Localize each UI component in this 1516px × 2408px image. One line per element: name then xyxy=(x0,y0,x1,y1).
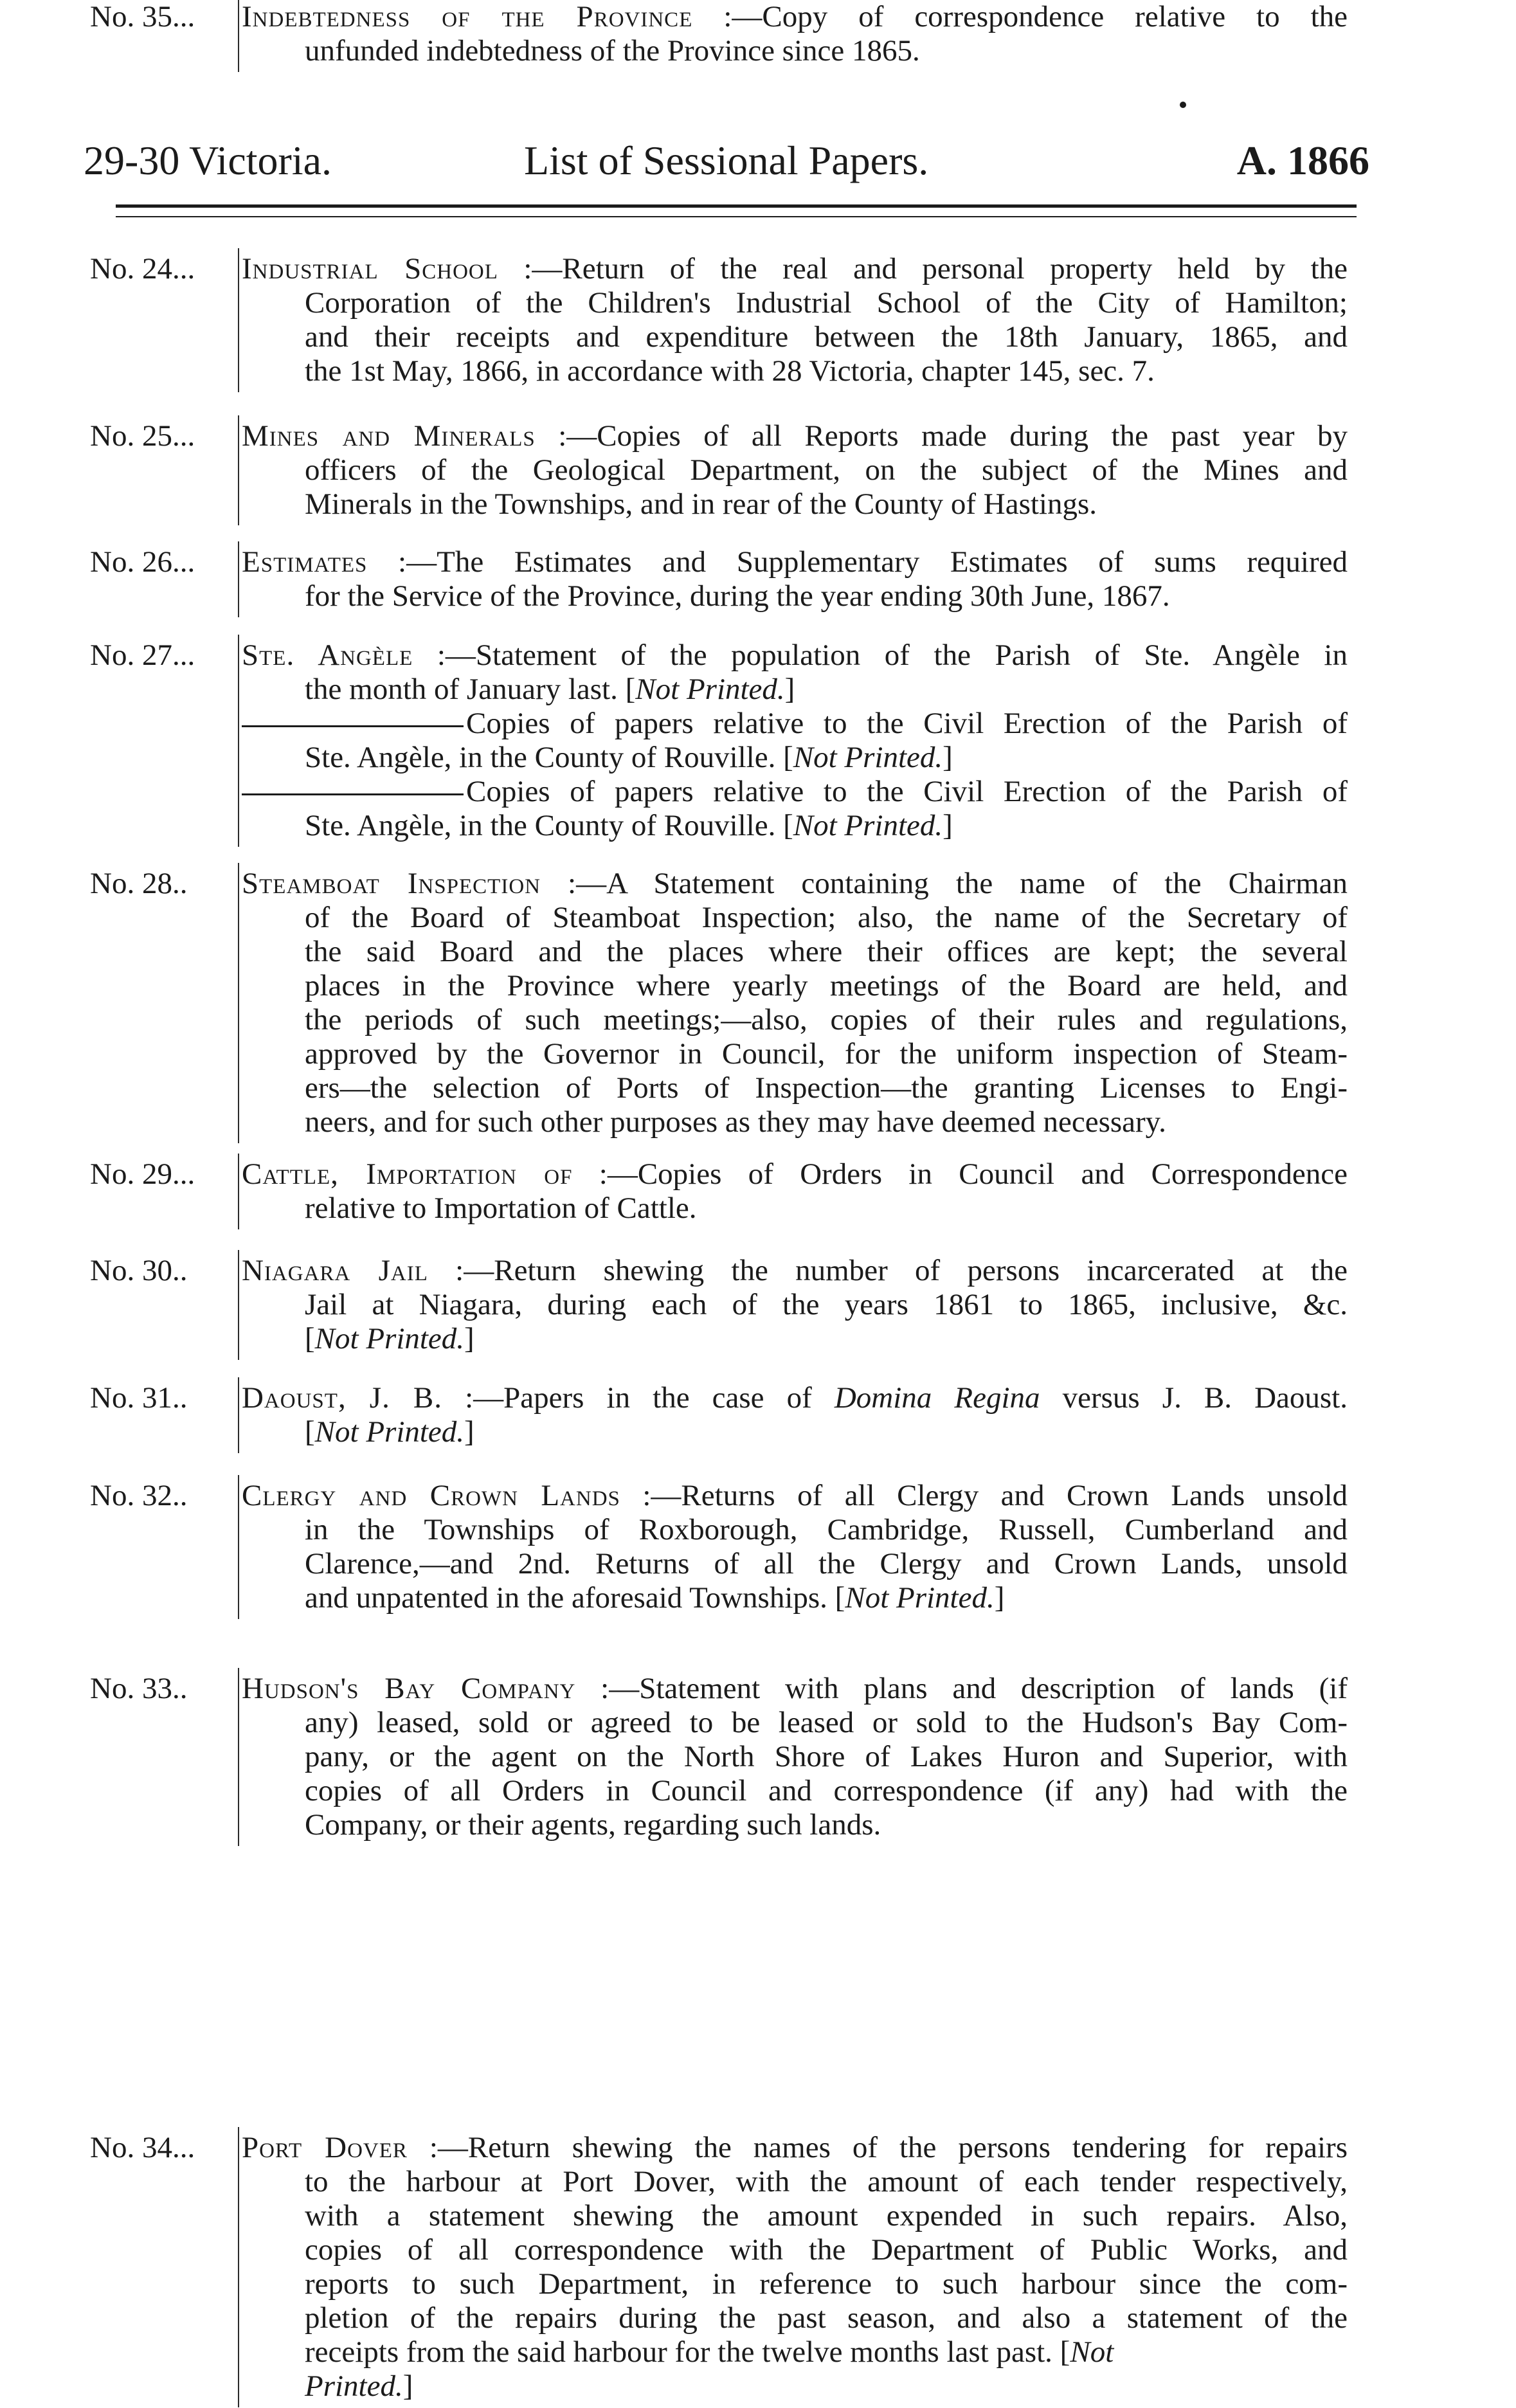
description-line: pany, or the agent on the North Shore of Lakes Huron and Superior, with xyxy=(305,1740,1348,1773)
subject-heading: Estimates xyxy=(242,545,368,579)
description-line: Daoust, J. B. :—Papers in the case of Domina Regina versus J. B. Daoust. xyxy=(242,1381,1348,1415)
subject-heading: Indebtedness of the Province xyxy=(242,0,693,33)
description-line: Jail at Niagara, during each of the years 1861 to 1865, inclusive, &c. xyxy=(305,1288,1348,1321)
paper-number: No. 30.. xyxy=(90,1254,188,1287)
description-line: Indebtedness of the Province :—Copy of correspondence relative to the xyxy=(242,0,1348,33)
description-line: the said Board and the places where their offices are kept; the several xyxy=(305,935,1348,968)
description-line: Cattle, Importation of :—Copies of Orders in Council and Correspondence xyxy=(242,1157,1348,1191)
description-line: Company, or their agents, regarding such lands. xyxy=(305,1808,881,1842)
italic-text: Not Printed. xyxy=(793,809,943,842)
paper-description xyxy=(242,1479,1348,1615)
description-line: [Not Printed.] xyxy=(305,1415,474,1449)
description-line: Ste. Angèle :—Statement of the population of the Parish of Ste. Angèle in xyxy=(242,638,1348,672)
column-rule xyxy=(238,415,239,525)
description-line: places in the Province where yearly meetings of the Board are held, and xyxy=(305,969,1348,1002)
italic-text: Domina Regina xyxy=(834,1381,1040,1415)
description-line: pletion of the repairs during the past season, and also a statement of the xyxy=(305,2301,1348,2335)
description-line: and their receipts and expenditure between the 18th January, 1865, and xyxy=(305,320,1348,354)
description-line: to the harbour at Port Dover, with the amount of each tender respectively, xyxy=(305,2165,1348,2198)
paper-number: No. 31.. xyxy=(90,1381,188,1415)
column-rule xyxy=(238,1154,239,1229)
subject-heading: Mines and Minerals xyxy=(242,419,536,453)
description-line: Minerals in the Townships, and in rear of the County of Hastings. xyxy=(305,487,1097,521)
description-line: copies of all correspondence with the Department of Public Works, and xyxy=(305,2233,1348,2267)
header-rule-thin xyxy=(116,216,1357,217)
description-line: unfunded indebtedness of the Province since 1865. xyxy=(305,34,920,68)
header-year: A. 1866 xyxy=(1236,138,1369,183)
running-header xyxy=(84,132,1369,190)
paper-number: No. 27... xyxy=(90,638,195,672)
description-line: approved by the Governor in Council, for the uniform inspection of Steam- xyxy=(305,1037,1348,1071)
paper-description xyxy=(242,1381,1348,1449)
paper-description xyxy=(242,252,1348,388)
description-line: officers of the Geological Department, on the subject of the Mines and xyxy=(305,453,1348,487)
description-line: Niagara Jail :—Return shewing the number of persons incarcerated at the xyxy=(242,1254,1348,1287)
paper-description xyxy=(242,0,1348,68)
subject-heading: Industrial School xyxy=(242,252,498,285)
italic-text: Not Printed. xyxy=(793,741,943,774)
column-rule xyxy=(238,635,239,847)
italic-text: Not Printed. xyxy=(845,1581,995,1615)
column-rule xyxy=(238,248,239,392)
description-line: for the Service of the Province, during the year ending 30th June, 1867. xyxy=(305,579,1170,613)
ditto-dash xyxy=(242,793,464,795)
description-line: Printed.] xyxy=(305,2369,413,2403)
description-line: the month of January last. [Not Printed.] xyxy=(305,673,795,706)
description-line: with a statement shewing the amount expended in such repairs. Also, xyxy=(305,2199,1348,2232)
italic-text: Not Printed. xyxy=(635,673,785,706)
column-rule xyxy=(238,1668,239,1846)
header-rule-thick xyxy=(116,204,1357,208)
paper-number: No. 29... xyxy=(90,1157,195,1191)
description-line: Clarence,—and 2nd. Returns of all the Clergy and Crown Lands, unsold xyxy=(305,1547,1348,1580)
description-line: in the Townships of Roxborough, Cambridge, Russell, Cumberland and xyxy=(305,1513,1348,1546)
paper-description xyxy=(242,638,1348,843)
column-rule xyxy=(238,541,239,617)
description-line: Clergy and Crown Lands :—Returns of all Clergy and Crown Lands unsold xyxy=(242,1479,1348,1512)
column-rule xyxy=(238,0,239,72)
column-rule xyxy=(238,2127,239,2407)
subject-heading: Niagara Jail xyxy=(242,1254,428,1287)
subject-heading: Clergy and Crown Lands xyxy=(242,1479,620,1512)
description-line: any) leased, sold or agreed to be leased or sold to the Hudson's Bay Com- xyxy=(305,1706,1348,1739)
paper-description xyxy=(242,867,1348,1139)
paper-number: No. 25... xyxy=(90,419,195,453)
paper-number: No. 35... xyxy=(90,0,195,33)
paper-number: No. 33.. xyxy=(90,1672,188,1705)
description-line: the periods of such meetings;—also, copies of their rules and regulations, xyxy=(305,1003,1348,1037)
description-line: Copies of papers relative to the Civil Erection of the Parish of xyxy=(242,775,1348,809)
column-rule xyxy=(238,1377,239,1453)
description-line: Industrial School :—Return of the real and personal property held by the xyxy=(242,252,1348,285)
description-line: neers, and for such other purposes as they may have deemed necessary. xyxy=(305,1105,1166,1139)
paper-description xyxy=(242,419,1348,521)
description-line: Ste. Angèle, in the County of Rouville. [Not Printed.] xyxy=(305,809,953,842)
subject-heading: Hudson's Bay Company xyxy=(242,1672,576,1705)
description-line: reports to such Department, in reference to such harbour since the com- xyxy=(305,2267,1348,2301)
description-line: Ste. Angèle, in the County of Rouville. [Not Printed.] xyxy=(305,741,953,774)
subject-heading: Steamboat Inspection xyxy=(242,867,541,900)
description-line: Port Dover :—Return shewing the names of the persons tendering for repairs xyxy=(242,2131,1348,2164)
paper-description xyxy=(242,1157,1348,1226)
paper-description xyxy=(242,545,1348,613)
italic-text: Not Printed. xyxy=(314,1415,465,1449)
column-rule xyxy=(238,1475,239,1619)
ink-dot xyxy=(1180,102,1186,108)
description-line: Estimates :—The Estimates and Supplementary Estimates of sums required xyxy=(242,545,1348,579)
header-regnal-year: 29-30 Victoria. xyxy=(84,138,332,183)
paper-number: No. 28.. xyxy=(90,867,188,900)
description-line: Mines and Minerals :—Copies of all Reports made during the past year by xyxy=(242,419,1348,453)
description-line: Corporation of the Children's Industrial School of the City of Hamilton; xyxy=(305,286,1348,320)
description-line: [Not Printed.] xyxy=(305,1322,474,1355)
description-line: receipts from the said harbour for the twelve months last past. [Not xyxy=(305,2335,1114,2369)
paper-number: No. 32.. xyxy=(90,1479,188,1512)
subject-heading: Ste. Angèle xyxy=(242,638,413,672)
italic-text: Printed. xyxy=(305,2369,403,2403)
description-line: copies of all Orders in Council and correspondence (if any) had with the xyxy=(305,1774,1348,1807)
description-line: the 1st May, 1866, in accordance with 28 Victoria, chapter 145, sec. 7. xyxy=(305,354,1155,388)
header-title: List of Sessional Papers. xyxy=(524,138,929,183)
column-rule xyxy=(238,1250,239,1360)
description-line: Steamboat Inspection :—A Statement containing the name of the Chairman xyxy=(242,867,1348,900)
description-line: ers—the selection of Ports of Inspection—the granting Licenses to Engi- xyxy=(305,1071,1348,1105)
ditto-dash xyxy=(242,725,464,727)
description-line: Copies of papers relative to the Civil Erection of the Parish of xyxy=(242,707,1348,741)
subject-heading: Cattle, Importation of xyxy=(242,1157,573,1191)
paper-number: No. 24... xyxy=(90,252,195,285)
column-rule xyxy=(238,863,239,1143)
italic-text: Not xyxy=(1070,2335,1114,2369)
italic-text: Not Printed. xyxy=(314,1322,465,1355)
subject-heading: Port Dover xyxy=(242,2131,408,2164)
paper-number: No. 26... xyxy=(90,545,195,579)
paper-description xyxy=(242,2131,1348,2403)
description-line: and unpatented in the aforesaid Townships. [Not Printed.] xyxy=(305,1581,1005,1615)
subject-heading: Daoust, J. B. xyxy=(242,1381,442,1415)
description-line: of the Board of Steamboat Inspection; also, the name of the Secretary of xyxy=(305,901,1348,934)
description-line: relative to Importation of Cattle. xyxy=(305,1191,697,1225)
paper-description xyxy=(242,1672,1348,1842)
description-line: Hudson's Bay Company :—Statement with plans and description of lands (if xyxy=(242,1672,1348,1705)
paper-number: No. 34... xyxy=(90,2131,195,2164)
paper-description xyxy=(242,1254,1348,1356)
